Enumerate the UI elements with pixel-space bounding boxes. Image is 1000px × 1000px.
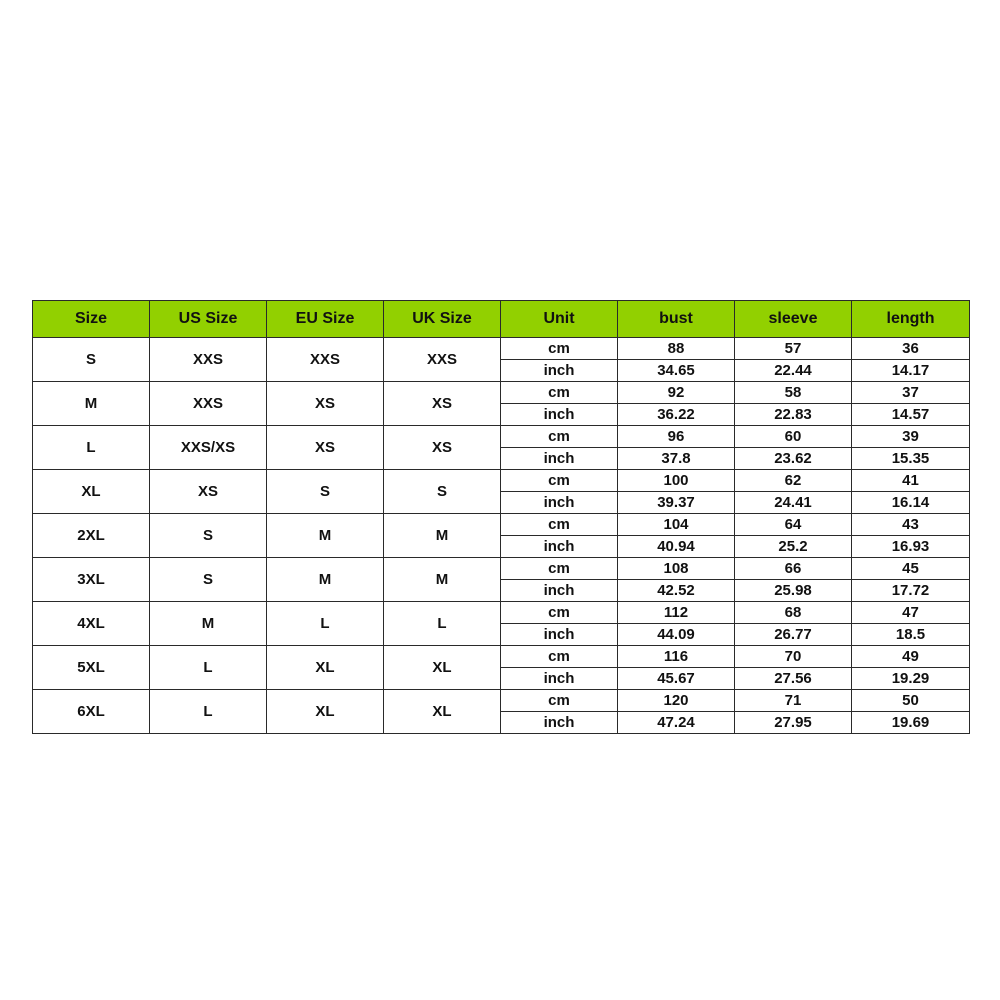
header-bust: bust bbox=[618, 301, 735, 338]
unit-cell: cm bbox=[501, 602, 618, 624]
unit-cell: cm bbox=[501, 558, 618, 580]
sleeve-cell: 64 bbox=[735, 514, 852, 536]
sleeve-cell: 58 bbox=[735, 382, 852, 404]
size-cell: 3XL bbox=[33, 558, 150, 602]
bust-cell: 96 bbox=[618, 426, 735, 448]
unit-cell: cm bbox=[501, 338, 618, 360]
table-row-cm bbox=[33, 470, 970, 492]
sleeve-cell: 23.62 bbox=[735, 448, 852, 470]
uk-size-cell: M bbox=[384, 514, 501, 558]
length-cell: 18.5 bbox=[852, 624, 970, 646]
size-cell: M bbox=[33, 382, 150, 426]
sleeve-cell: 68 bbox=[735, 602, 852, 624]
header-unit: Unit bbox=[501, 301, 618, 338]
header-uk-size: UK Size bbox=[384, 301, 501, 338]
size-cell: 4XL bbox=[33, 602, 150, 646]
sleeve-cell: 24.41 bbox=[735, 492, 852, 514]
uk-size-cell: XS bbox=[384, 382, 501, 426]
unit-cell: cm bbox=[501, 690, 618, 712]
length-cell: 45 bbox=[852, 558, 970, 580]
table-row-cm bbox=[33, 558, 970, 580]
length-cell: 16.93 bbox=[852, 536, 970, 558]
unit-cell: cm bbox=[501, 426, 618, 448]
bust-cell: 39.37 bbox=[618, 492, 735, 514]
us-size-cell: L bbox=[150, 690, 267, 734]
uk-size-cell: S bbox=[384, 470, 501, 514]
us-size-cell: S bbox=[150, 558, 267, 602]
eu-size-cell: XL bbox=[267, 690, 384, 734]
bust-cell: 104 bbox=[618, 514, 735, 536]
header-sleeve: sleeve bbox=[735, 301, 852, 338]
table-row-cm bbox=[33, 602, 970, 624]
header-length: length bbox=[852, 301, 970, 338]
size-chart-body bbox=[33, 338, 970, 734]
header-eu-size: EU Size bbox=[267, 301, 384, 338]
us-size-cell: XS bbox=[150, 470, 267, 514]
bust-cell: 34.65 bbox=[618, 360, 735, 382]
sleeve-cell: 70 bbox=[735, 646, 852, 668]
sleeve-cell: 25.98 bbox=[735, 580, 852, 602]
unit-cell: inch bbox=[501, 712, 618, 734]
us-size-cell: L bbox=[150, 646, 267, 690]
unit-cell: inch bbox=[501, 360, 618, 382]
eu-size-cell: M bbox=[267, 514, 384, 558]
sleeve-cell: 22.83 bbox=[735, 404, 852, 426]
sleeve-cell: 27.56 bbox=[735, 668, 852, 690]
unit-cell: inch bbox=[501, 448, 618, 470]
length-cell: 16.14 bbox=[852, 492, 970, 514]
size-cell: XL bbox=[33, 470, 150, 514]
length-cell: 37 bbox=[852, 382, 970, 404]
eu-size-cell: M bbox=[267, 558, 384, 602]
eu-size-cell: XS bbox=[267, 382, 384, 426]
sleeve-cell: 27.95 bbox=[735, 712, 852, 734]
length-cell: 19.69 bbox=[852, 712, 970, 734]
length-cell: 41 bbox=[852, 470, 970, 492]
table-row-cm bbox=[33, 690, 970, 712]
unit-cell: inch bbox=[501, 668, 618, 690]
length-cell: 43 bbox=[852, 514, 970, 536]
size-cell: 6XL bbox=[33, 690, 150, 734]
unit-cell: cm bbox=[501, 382, 618, 404]
us-size-cell: XXS bbox=[150, 382, 267, 426]
us-size-cell: M bbox=[150, 602, 267, 646]
us-size-cell: XXS bbox=[150, 338, 267, 382]
unit-cell: inch bbox=[501, 404, 618, 426]
uk-size-cell: XL bbox=[384, 690, 501, 734]
eu-size-cell: L bbox=[267, 602, 384, 646]
bust-cell: 92 bbox=[618, 382, 735, 404]
sleeve-cell: 57 bbox=[735, 338, 852, 360]
length-cell: 14.57 bbox=[852, 404, 970, 426]
sleeve-cell: 26.77 bbox=[735, 624, 852, 646]
eu-size-cell: S bbox=[267, 470, 384, 514]
uk-size-cell: L bbox=[384, 602, 501, 646]
length-cell: 49 bbox=[852, 646, 970, 668]
sleeve-cell: 22.44 bbox=[735, 360, 852, 382]
eu-size-cell: XL bbox=[267, 646, 384, 690]
length-cell: 19.29 bbox=[852, 668, 970, 690]
sleeve-cell: 62 bbox=[735, 470, 852, 492]
unit-cell: cm bbox=[501, 646, 618, 668]
us-size-cell: XXS/XS bbox=[150, 426, 267, 470]
table-row-cm bbox=[33, 426, 970, 448]
bust-cell: 108 bbox=[618, 558, 735, 580]
us-size-cell: S bbox=[150, 514, 267, 558]
size-cell: 2XL bbox=[33, 514, 150, 558]
unit-cell: inch bbox=[501, 580, 618, 602]
uk-size-cell: XXS bbox=[384, 338, 501, 382]
table-row-cm bbox=[33, 514, 970, 536]
size-cell: 5XL bbox=[33, 646, 150, 690]
bust-cell: 42.52 bbox=[618, 580, 735, 602]
table-row-cm bbox=[33, 382, 970, 404]
header-size: Size bbox=[33, 301, 150, 338]
size-cell: L bbox=[33, 426, 150, 470]
bust-cell: 116 bbox=[618, 646, 735, 668]
size-chart-header bbox=[33, 301, 970, 338]
unit-cell: inch bbox=[501, 624, 618, 646]
eu-size-cell: XS bbox=[267, 426, 384, 470]
eu-size-cell: XXS bbox=[267, 338, 384, 382]
sleeve-cell: 60 bbox=[735, 426, 852, 448]
bust-cell: 40.94 bbox=[618, 536, 735, 558]
unit-cell: cm bbox=[501, 470, 618, 492]
uk-size-cell: M bbox=[384, 558, 501, 602]
uk-size-cell: XS bbox=[384, 426, 501, 470]
sleeve-cell: 25.2 bbox=[735, 536, 852, 558]
sleeve-cell: 66 bbox=[735, 558, 852, 580]
bust-cell: 88 bbox=[618, 338, 735, 360]
header-row bbox=[33, 301, 970, 338]
bust-cell: 100 bbox=[618, 470, 735, 492]
length-cell: 36 bbox=[852, 338, 970, 360]
length-cell: 39 bbox=[852, 426, 970, 448]
bust-cell: 45.67 bbox=[618, 668, 735, 690]
bust-cell: 44.09 bbox=[618, 624, 735, 646]
size-cell: S bbox=[33, 338, 150, 382]
length-cell: 50 bbox=[852, 690, 970, 712]
header-us-size: US Size bbox=[150, 301, 267, 338]
bust-cell: 120 bbox=[618, 690, 735, 712]
bust-cell: 36.22 bbox=[618, 404, 735, 426]
length-cell: 47 bbox=[852, 602, 970, 624]
unit-cell: inch bbox=[501, 492, 618, 514]
length-cell: 14.17 bbox=[852, 360, 970, 382]
bust-cell: 112 bbox=[618, 602, 735, 624]
uk-size-cell: XL bbox=[384, 646, 501, 690]
table-row-cm bbox=[33, 338, 970, 360]
unit-cell: cm bbox=[501, 514, 618, 536]
length-cell: 15.35 bbox=[852, 448, 970, 470]
size-chart-table bbox=[32, 300, 970, 734]
unit-cell: inch bbox=[501, 536, 618, 558]
length-cell: 17.72 bbox=[852, 580, 970, 602]
bust-cell: 47.24 bbox=[618, 712, 735, 734]
table-row-cm bbox=[33, 646, 970, 668]
sleeve-cell: 71 bbox=[735, 690, 852, 712]
bust-cell: 37.8 bbox=[618, 448, 735, 470]
